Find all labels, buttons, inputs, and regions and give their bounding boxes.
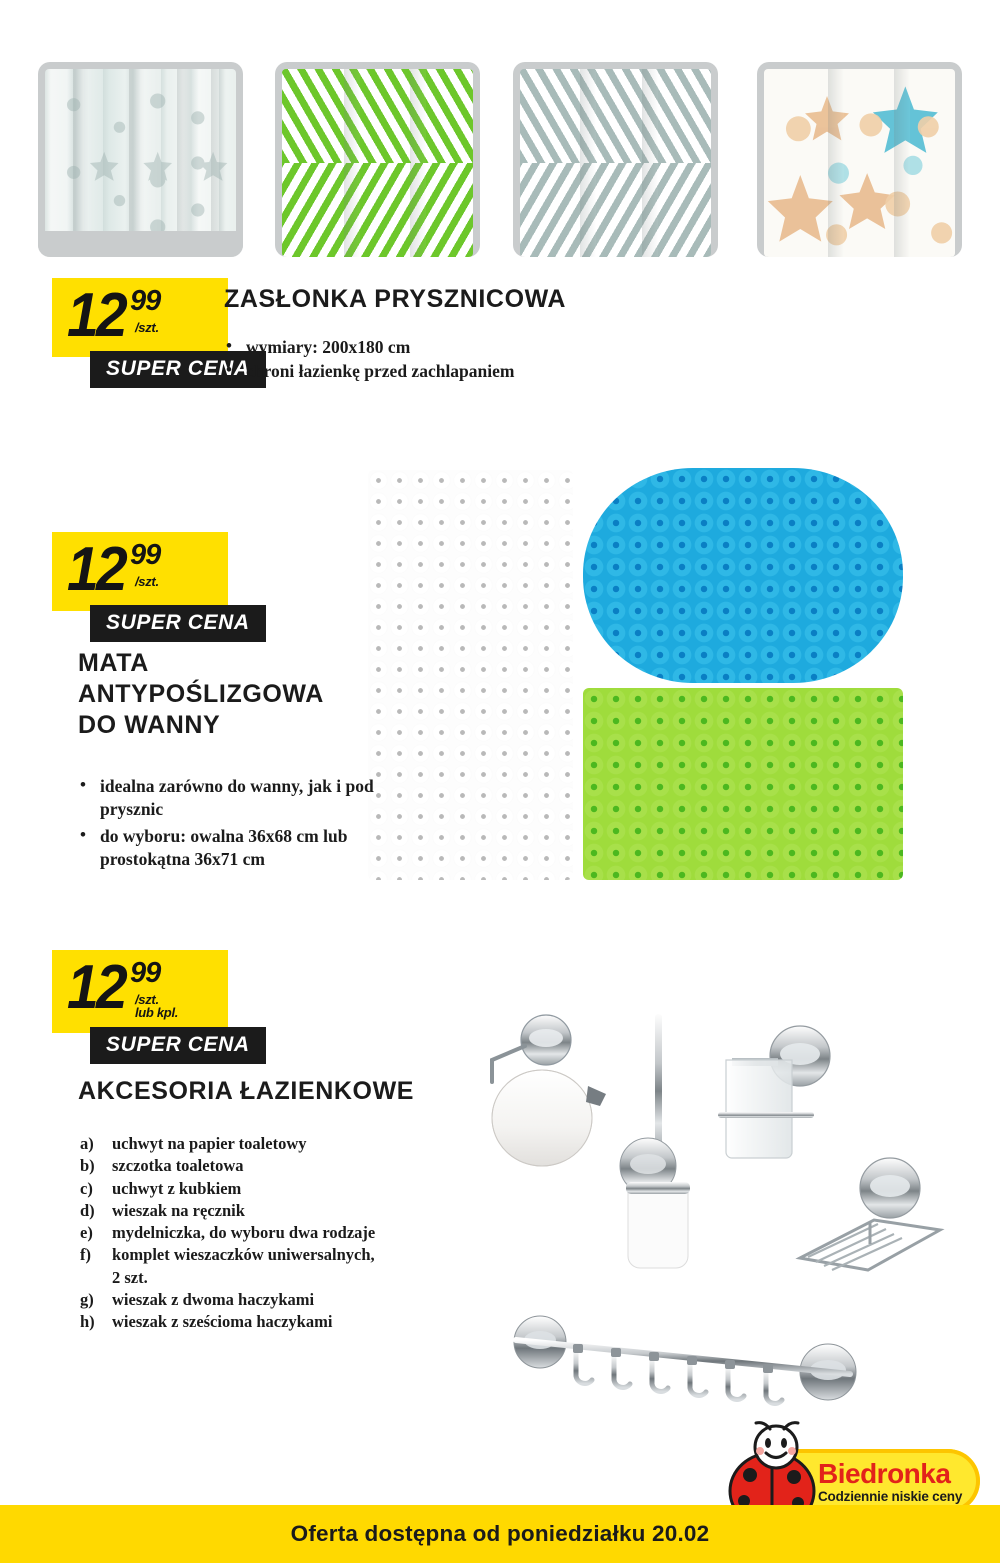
list-item — [78, 1200, 498, 1222]
product-image-mat-green-rectangular — [583, 688, 903, 880]
list-item — [78, 1222, 498, 1244]
list-item-text-continued: 2 szt. — [112, 1267, 148, 1287]
product-image-curtain-chevron-grey — [513, 62, 718, 257]
product-bullets-bath-mat — [78, 775, 378, 871]
bullet-item: • chroni łazienkę przed zachlapaniem — [224, 360, 824, 383]
price-unit: /szt. — [134, 991, 159, 1007]
bullet-item: • idealna zarówno do wanny, jak i pod prysznic — [78, 775, 378, 822]
list-item-letter: d) — [80, 1200, 95, 1220]
price-box — [52, 278, 228, 357]
curtain-pattern-chevron-green — [282, 69, 473, 257]
accessory-toilet-paper-holder-icon — [492, 1015, 606, 1166]
list-item-text: wieszak na ręcznik — [112, 1200, 245, 1220]
list-item-text: uchwyt z kubkiem — [112, 1178, 242, 1198]
product-image-curtain-chevron-green — [275, 62, 480, 257]
list-item-text: szczotka toaletowa — [112, 1156, 244, 1176]
price-unit: /szt. — [134, 573, 159, 589]
list-item — [78, 1311, 498, 1333]
curtain-pattern-starfish — [764, 69, 955, 257]
product-title-shower-curtain: ZASŁONKA PRYSZNICOWA — [224, 285, 567, 313]
product-title-line: MATA — [78, 649, 149, 677]
product-bullets-shower-curtain — [224, 336, 824, 384]
accessories-list — [78, 1133, 498, 1333]
price-badge-bath-mat — [52, 532, 250, 648]
list-item-text: mydelniczka, do wyboru dwa rodzaje — [112, 1223, 376, 1243]
product-image-mat-blue-oval — [583, 468, 903, 683]
curtain-scallop-edge — [38, 231, 243, 257]
price-badge-accessories — [52, 950, 250, 1070]
product-image-curtain-starfish — [757, 62, 962, 257]
offer-banner-text: Oferta dostępna od poniedziałku 20.02 — [290, 1521, 710, 1546]
list-item-text: wieszak z dwoma haczykami — [112, 1289, 315, 1309]
price-decimals: 99 — [129, 285, 161, 317]
price-integer: 12 — [67, 535, 125, 604]
product-image-accessories-group — [470, 1008, 970, 1308]
list-item — [78, 1178, 498, 1200]
list-item — [78, 1155, 498, 1177]
price-integer: 12 — [67, 281, 125, 350]
product-title-bath-mat — [78, 648, 378, 741]
curtain-pattern-shells — [45, 69, 236, 257]
product-image-hook-rail-icon — [490, 1300, 890, 1430]
list-item-letter: b) — [80, 1156, 95, 1176]
product-title-line: DO WANNY — [78, 711, 221, 739]
accessory-cup-holder-icon — [718, 1026, 830, 1158]
price-box — [52, 532, 228, 611]
logo-name: Biedronka — [818, 1458, 951, 1489]
list-item — [78, 1244, 498, 1289]
price-decimals: 99 — [129, 957, 161, 989]
product-title-line: ANTYPOŚLIZGOWA — [78, 680, 324, 708]
super-cena-label: SUPER CENA — [90, 605, 266, 642]
product-image-mat-white-rectangular — [368, 470, 573, 880]
bullet-item: • do wyboru: owalna 36x68 cm lub prostokątna 36x71 cm — [78, 825, 378, 872]
list-item-letter: h) — [80, 1312, 95, 1332]
price-box — [52, 950, 228, 1033]
product-info-shower-curtain — [224, 284, 824, 385]
super-cena-label: SUPER CENA — [90, 351, 266, 388]
price-badge-shower-curtain — [52, 278, 250, 394]
product-info-bath-mat — [78, 648, 378, 872]
list-item-letter: e) — [80, 1223, 93, 1243]
offer-banner — [0, 1505, 1000, 1563]
product-image-curtain-shells-white — [38, 62, 243, 257]
shell-motifs-icon — [45, 69, 236, 257]
price-unit: /szt. — [134, 319, 159, 335]
price-integer: 12 — [67, 953, 125, 1022]
logo-tagline: Codziennie niskie ceny — [818, 1489, 963, 1504]
product-info-accessories — [78, 1076, 498, 1333]
list-item — [78, 1133, 498, 1155]
accessory-soap-dish-icon — [800, 1158, 940, 1270]
list-item — [78, 1289, 498, 1311]
super-cena-label: SUPER CENA — [90, 1027, 266, 1064]
product-title-accessories: AKCESORIA ŁAZIENKOWE — [78, 1077, 415, 1105]
accessory-toilet-brush-icon — [620, 1014, 690, 1268]
starfish-motifs-icon — [764, 69, 955, 257]
price-decimals: 99 — [129, 539, 161, 571]
list-item-letter: f) — [80, 1245, 91, 1265]
list-item-letter: c) — [80, 1178, 93, 1198]
list-item-text: uchwyt na papier toaletowy — [112, 1134, 307, 1153]
list-item-letter: g) — [80, 1289, 94, 1309]
list-item-text: wieszak z sześcioma haczykami — [112, 1312, 333, 1332]
price-unit-alt: lub kpl. — [134, 1005, 179, 1021]
list-item-text: komplet wieszaczków uniwersalnych, — [112, 1245, 375, 1265]
curtain-pattern-chevron-grey — [520, 69, 711, 257]
bullet-item: • wymiary: 200x180 cm — [224, 336, 824, 359]
list-item-letter: a) — [80, 1134, 94, 1153]
